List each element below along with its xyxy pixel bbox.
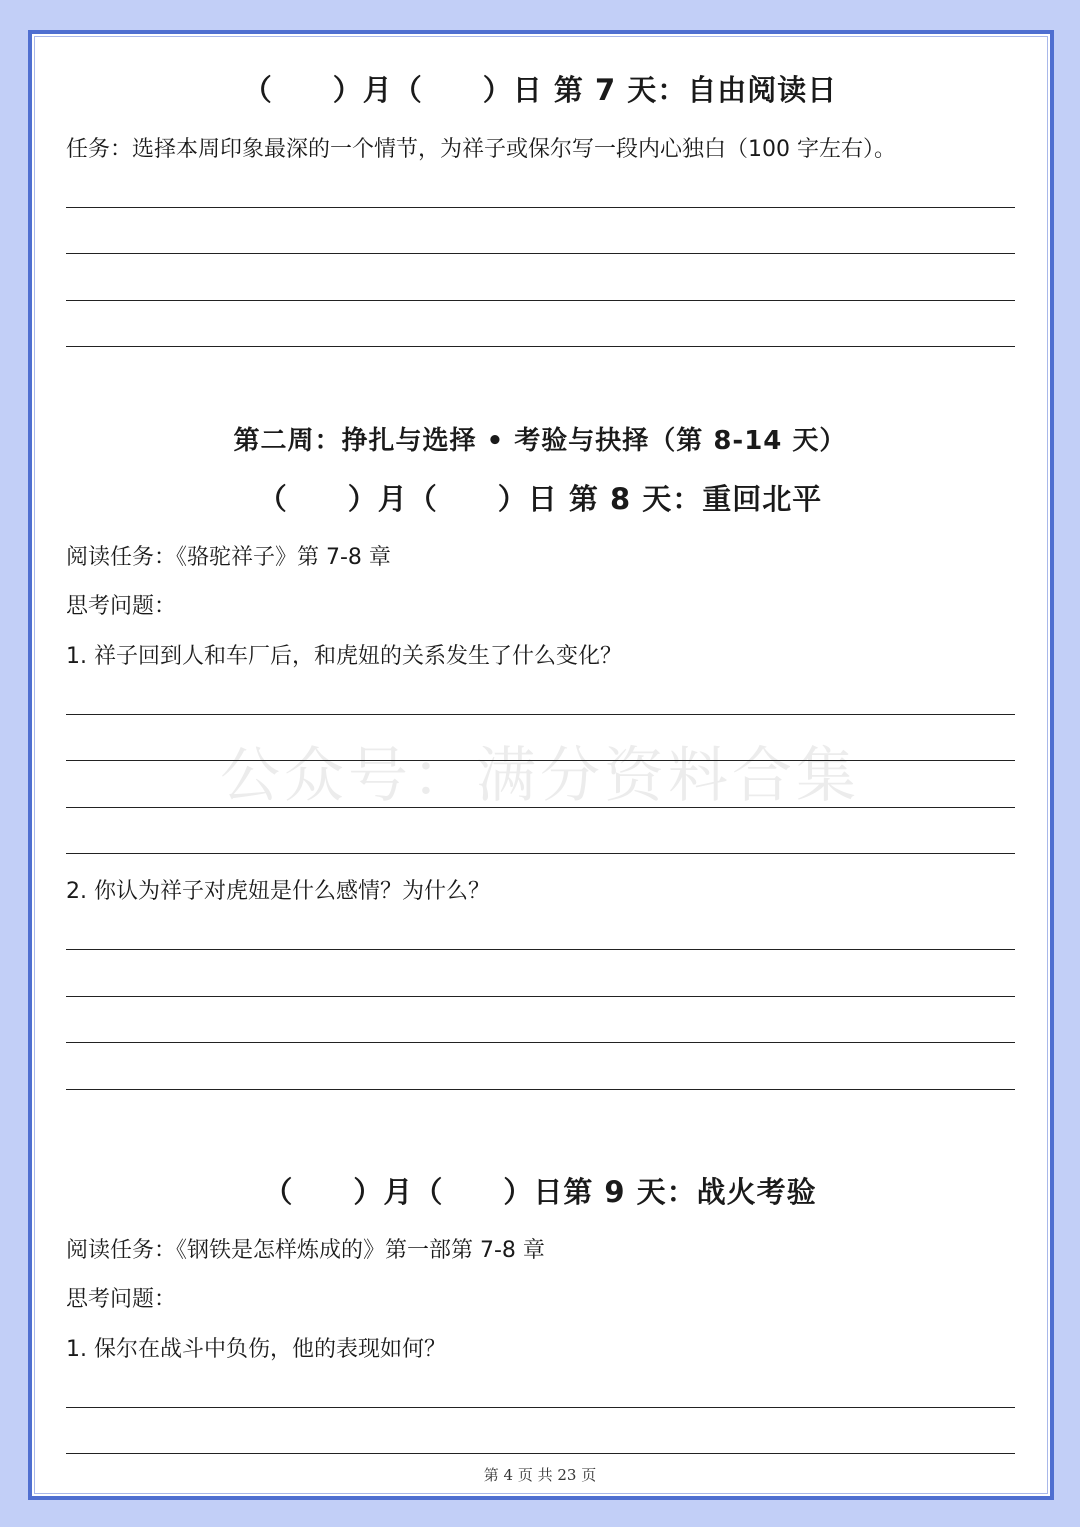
day7-heading: （ ）月（ ）日 第 7 天：自由阅读日: [242, 73, 838, 107]
answer-line[interactable]: [66, 1407, 1015, 1408]
day9-reading-task: 阅读任务：《钢铁是怎样炼成的》第一部第 7-8 章: [66, 1238, 545, 1263]
day8-reading-task: 阅读任务：《骆驼祥子》第 7-8 章: [66, 545, 391, 570]
answer-line[interactable]: [66, 853, 1015, 854]
page-number: 第 4 页 共 23 页: [483, 1466, 597, 1484]
day8-question-1: 1. 祥子回到人和车厂后，和虎妞的关系发生了什么变化？: [66, 644, 622, 669]
day8-think-label: 思考问题：: [66, 594, 177, 619]
day8-question-2: 2. 你认为祥子对虎妞是什么感情？为什么？: [66, 879, 490, 904]
answer-line[interactable]: [66, 207, 1015, 208]
answer-line[interactable]: [66, 996, 1015, 997]
answer-line[interactable]: [66, 253, 1015, 254]
answer-line[interactable]: [66, 346, 1015, 347]
answer-line[interactable]: [66, 1089, 1015, 1090]
day8-heading: （ ）月（ ）日 第 8 天：重回北平: [257, 482, 823, 516]
answer-line[interactable]: [66, 949, 1015, 950]
answer-line[interactable]: [66, 1453, 1015, 1454]
week2-heading: 第二周：挣扎与选择 • 考验与抉择（第 8-14 天）: [233, 426, 847, 456]
answer-line[interactable]: [66, 300, 1015, 301]
day9-heading: （ ）月（ ）日第 9 天：战火考验: [263, 1175, 817, 1209]
answer-line[interactable]: [66, 714, 1015, 715]
watermark: 公众号：满分资料合集: [220, 741, 860, 811]
answer-line[interactable]: [66, 1042, 1015, 1043]
answer-line[interactable]: [66, 807, 1015, 808]
day9-think-label: 思考问题：: [66, 1287, 177, 1312]
day9-question-1: 1. 保尔在战斗中负伤，他的表现如何？: [66, 1337, 446, 1362]
answer-line[interactable]: [66, 760, 1015, 761]
day7-task: 任务：选择本周印象最深的一个情节，为祥子或保尔写一段内心独白（100 字左右）。: [66, 137, 896, 162]
